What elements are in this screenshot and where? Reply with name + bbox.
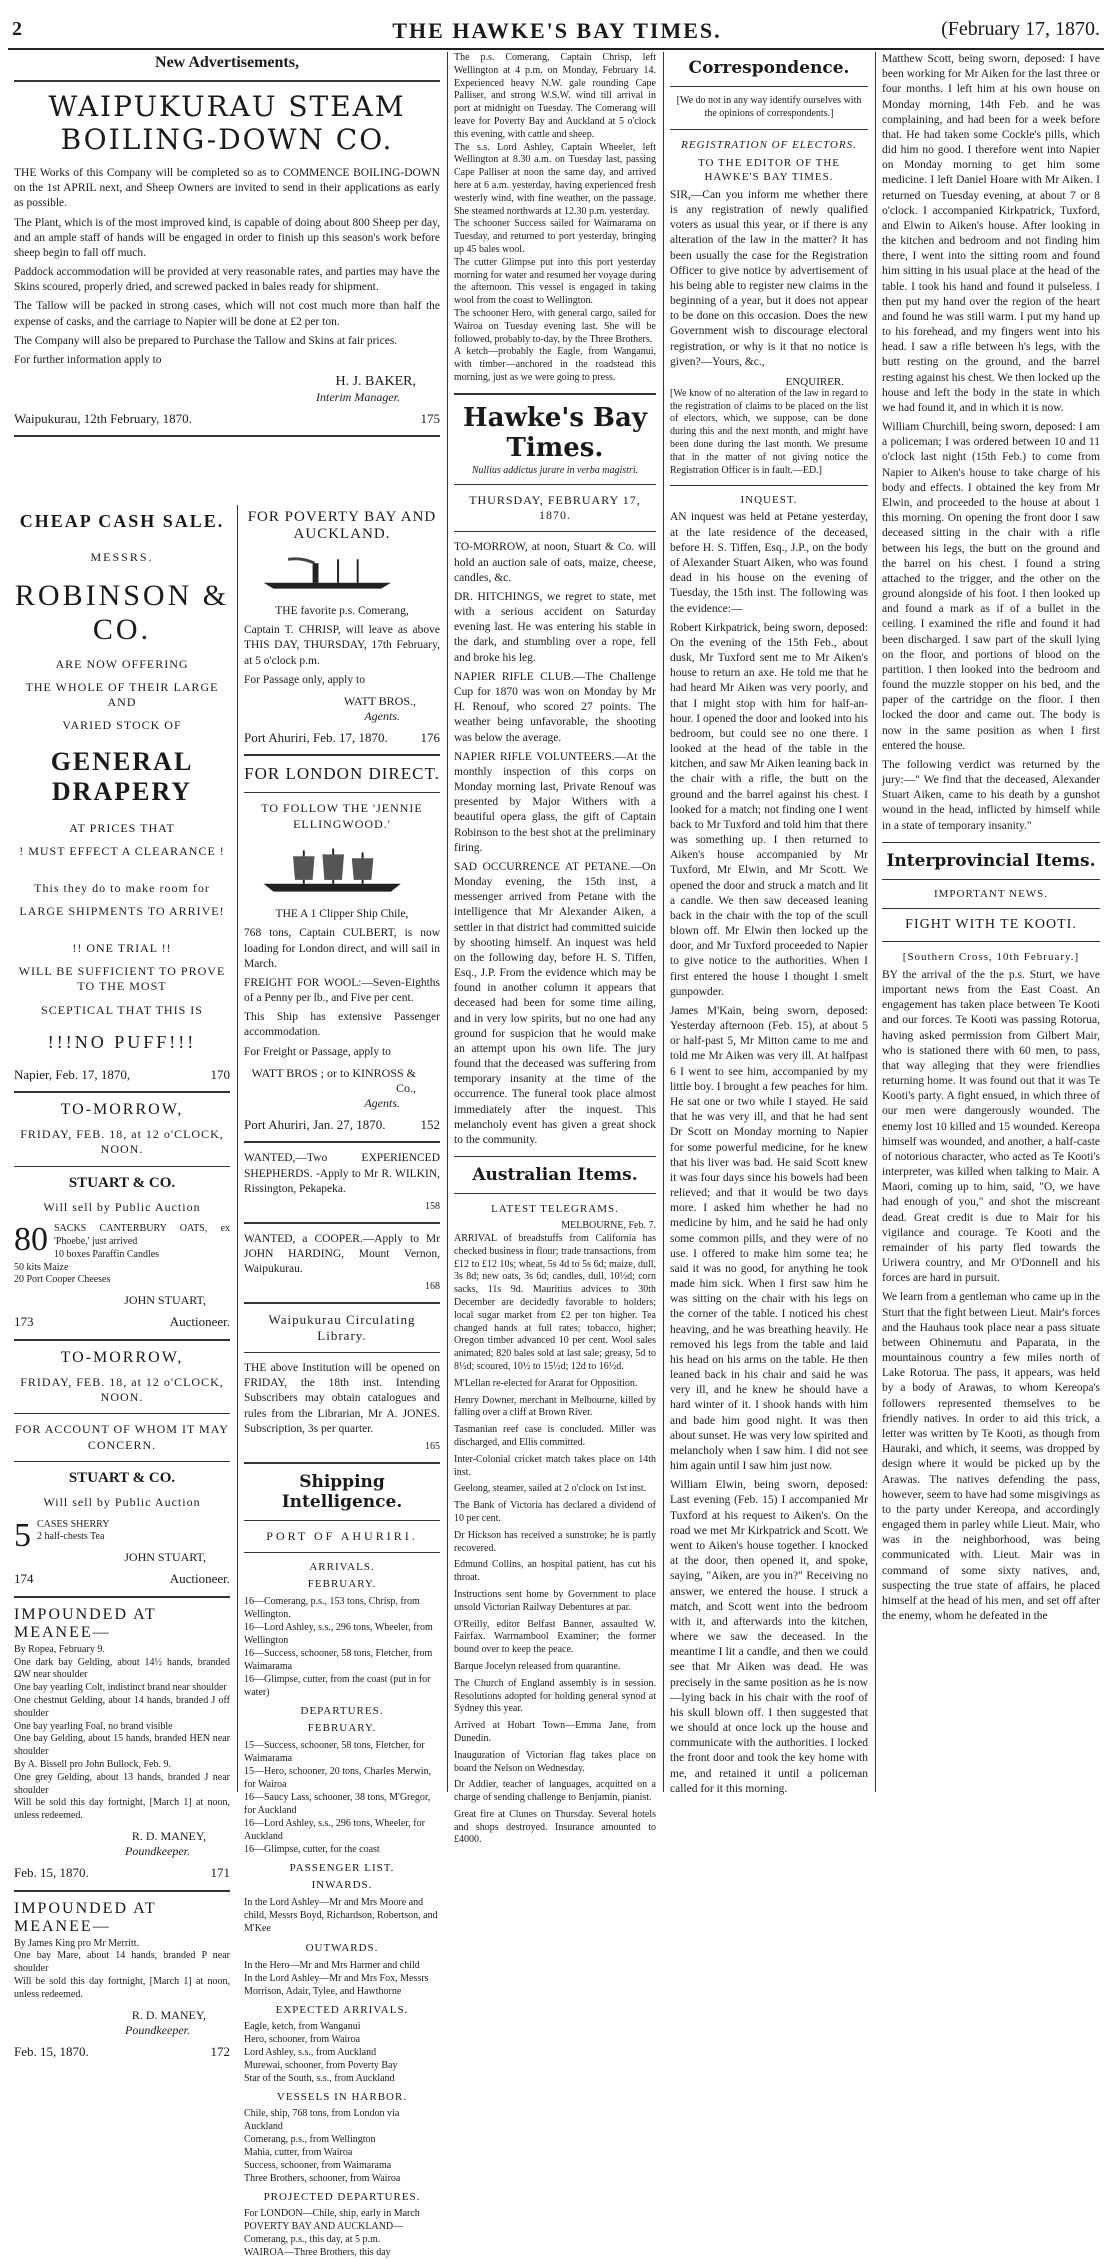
poundkeeper-role: Poundkeeper. — [125, 1843, 190, 1858]
varied-stock: VARIED STOCK OF — [62, 718, 182, 732]
robinson-co: ROBINSON & CO. — [14, 579, 230, 646]
poundkeeper-name: R. D. MANEY, — [131, 1828, 206, 1843]
poundkeeper-role: Poundkeeper. — [125, 2022, 190, 2037]
divider — [14, 1461, 230, 1462]
divider — [14, 1413, 230, 1414]
fight-para: BY the arrival of the the p.s. Sturt, we have important news from the East Coast. An engagement has taken place between Te Kooti and our forces. Te Kooti was passing Rotorua, having asked permission from Gilbert Mair, who is stationed there with 60 men, to pass, that way alleging that they were friendlies returning home. It was found out that it was Te Kooti's party. A fight ensued, in which three of our men were dangerously wounded. The enemy lost 10 killed and 15 wounded. Kereopa himself was wounded, and another, a half-caste of notorious character, who acted as Te Kooti's interpreter, was killed when talking to Mair. A Maori, coming up to him, said, "O, we have had enough of you," and shot the miscreant dead. Great credit is due to Mair for his vigilance and courage. Te Kooti and the remainder of his party fled towards the Uriwera country, and Mr O'Donnell and his forces are hard in pursuit. — [882, 968, 1100, 1285]
auction-foot — [14, 1571, 230, 1588]
divider — [454, 1156, 656, 1157]
passenger-list-heading: PASSENGER LIST. — [289, 1861, 395, 1874]
divider — [14, 80, 440, 82]
column-1a — [8, 505, 236, 2059]
boiling-p2: The Plant, which is of the most improved kind, is capable of doing about 800 Sheep per day, and an ample staff of hands will be engaged in order to finish up this season's work before sheep begin to fall off much. — [14, 216, 440, 259]
make-room: This they do to make room for — [34, 881, 210, 895]
auction-foot — [14, 1314, 230, 1331]
boiling-p3: Paddock accommodation will be provided at very reasonable rates, and parties may have the Skins scoured, properly dried, and screwed packed in bales ready for shipment. — [14, 266, 440, 294]
divider — [670, 129, 868, 130]
poverty-p3: For Passage only, apply to — [244, 673, 365, 686]
sceptical: SCEPTICAL THAT THIS IS — [41, 1002, 203, 1017]
fight-heading: FIGHT WITH TE KOOTI. — [905, 916, 1077, 932]
telegram-item: Instructions sent home by Government to place unsold Victorian Railway Debentures at par. — [454, 1588, 656, 1613]
divider — [244, 1520, 440, 1521]
boiling-date: Waipukurau, 12th February, 1870. — [14, 411, 192, 427]
telegram-item: Henry Downer, merchant in Melbourne, killed by falling over a cliff at Brown River. — [454, 1394, 656, 1419]
auctioneer-name: JOHN STUART, — [124, 1293, 206, 1308]
tomorrow-heading: TO-MORROW, — [60, 1101, 184, 1119]
divider — [14, 1166, 230, 1167]
telegram-item: Great fire at Clunes on Thursday. Several hotels and shops destroyed. Insurance amounted to £4000. — [454, 1808, 656, 1846]
local-item: NAPIER RIFLE CLUB.—The Challenge Cup for 1870 was won on Monday by Mr H. Renouf, who scored 27 points. The weather being unfavorable, the shooting was below the average. — [454, 670, 656, 744]
divider — [454, 393, 656, 395]
divider — [14, 1596, 230, 1598]
divider — [244, 1302, 440, 1304]
inquest-para: Matthew Scott, being sworn, deposed: I have been working for Mr Aiken for the last three or four months. I left him at his own house on Monday morning, 14th Feb. and he was complaining, and had been for a week before that. He had taken some Cockle's pills, which did him no good. I therefore went into Napier on Monday morning to get him some medicine. I left Daniel Hoare with Mr Aiken. I returned on Tuesday evening, at about 7 or 8 o'clock. I accompanied Kirkpatrick, Tuxford, and Elwin to Aiken's house. After looking in the kitchen and bedroom and not finding him there, I went into the sitting room and found him sitting in his usual place at the head of the table. I took his hand and found it pulseless. I then put my hand over the region of the heart and found he was still warm. I put my hand up to his forehead, and my fingers went into his head. I saw a rifle between h's legs, with the butt resting on the ground, and the barrel resting against his chest. We then locked up the house and left the body in the state in which we had found it, and in which it is now. — [882, 53, 1100, 414]
cheap-cash-sale-title: CHEAP CASH SALE. — [19, 511, 225, 531]
masthead-rule — [8, 48, 1104, 50]
shipping-news: The p.s. Comerang, Captain Chrisp, left Wellington at 4 p.m. on Monday, February 14. Experienced heavy N.W. gale rounding Cape Palliser, and strong W.S.W. wind till arrival in port at midnight on Tuesday. The Comerang will leave for Poverty Bay and Auckland at 5 o'clock this evening, with cattle and sheep. The s.s. Lord Ashley, Captain Wheeler, left Wellington at 8.30 a.m. on Tuesday last, passing Cape Palliser at noon the same day, and arrived here at 6 a.m. yesterday, having experienced fresh westerly wind, with fine weather, on the passage. She steamed northwards at 12.30 p.m. yesterday. The schooner Success sailed for Waimarama on Tuesday, and returned to port yesterday, bringing up 45 bales wool. The cutter Glimpse put into this port yesterday morning for water and resumed her voyage during the afternoon. This vessel is engaged in taking wool from the coast to Wellington. The schooner Hero, with general cargo, sailed for Wairoa on Tuesday evening last. She will be followed, probably to-day, by the Three Brothers. A ketch—probably the Eagle, from Wanganui, with timber—anchored in the roadstead this morning, just as we were going to press. — [454, 52, 656, 383]
stuart-co: STUART & CO. — [68, 1174, 176, 1191]
telegram-item: Inter-Colonial cricket match takes place on 14th inst. — [454, 1453, 656, 1478]
impounded-date: Feb. 15, 1870. — [14, 1864, 89, 1880]
telegram-item: O'Reilly, editor Belfast Banner, assaulted W. Fairfax. Warrnambool Examiner; the former bound over to keep the peace. — [454, 1618, 656, 1656]
local-item: SAD OCCURRENCE AT PETANE.—On Monday evening, the 15th inst, a messenger arrived from Petane with the intelligence that Mr Alexander Aiken, a settler in that district had committed suicide by shooting himself. An inquest was held on the following day, before H. S. Tiffen, Esq., J.P. From the evidence which may be found in another column it appears that deceased had been for some time ailing, and in very low spirits, but no one had any ground for suspicion that he would make an attempt upon his own life. The jury found that the deceased was suffering from temporary insanity at the time of the occurrence. The funeral took place almost immediately after the inquest. This melancholy event has given a great shock to the community. — [454, 860, 656, 1146]
divider — [244, 754, 440, 756]
local-item: DR. HITCHINGS, we regret to state, met with a serious accident on Saturday evening last. He was entering his stable in the dark, and stumbling over a rope, fell and broke his leg. — [454, 590, 656, 664]
boiling-date-line — [14, 411, 440, 427]
impounded-foot — [14, 1865, 230, 1882]
boiling-signature: H. J. BAKER, — [335, 374, 416, 390]
ad-number: 165 — [425, 1440, 440, 1452]
agent-role: Agents. — [364, 708, 400, 723]
important-news: IMPORTANT NEWS. — [933, 887, 1049, 900]
ad-number: 173 — [14, 1314, 34, 1330]
telegram-dateline: MELBOURNE, Feb. 7. — [561, 1220, 656, 1232]
arrivals-list: 16—Comerang, p.s., 153 tons, Chrisp, from Wellington. 16—Lord Ashley, s.s., 296 tons, Wheeler, from Wellington 16—Success, schooner, 58 tons, Fletcher, from Waimarama 16—Glimpse, cutter, from the coast (put in for water) — [244, 1595, 433, 1698]
telegram-item: Dr Hickson has received a sunstroke; he is partly recovered. — [454, 1529, 656, 1554]
boiling-p6: For further information apply to — [14, 353, 162, 366]
steamer-ship-icon — [244, 553, 440, 593]
divider — [14, 1091, 230, 1093]
london-heading: FOR LONDON DIRECT. — [244, 764, 440, 784]
news-source: [Southern Cross, 10th February.] — [902, 950, 1080, 963]
shipping-intelligence-heading: Shipping Intelligence. — [281, 1471, 403, 1512]
cheap-date-line — [14, 1067, 230, 1083]
masthead-date: (February 17, 1870. — [941, 18, 1100, 40]
outwards-heading: OUTWARDS. — [305, 1941, 379, 1954]
editorial-disclaimer: [We do not in any way identify ourselves with the opinions of correspondents.] — [676, 95, 862, 119]
divider — [670, 86, 868, 87]
auction-lot — [14, 1516, 230, 1554]
telegram-item: Geelong, steamer, sailed at 2 o'clock on 1st inst. — [454, 1483, 647, 1495]
inquest-verdict: The following verdict was returned by the jury:—" We find that the deceased, Alexander Stuart Aiken, came to his death by a gunshot wound in the head, inflicted by himself while in a state of temporary insanity." — [882, 758, 1100, 832]
divider — [14, 1339, 230, 1341]
auction-items: SACKS CANTERBURY OATS, ex 'Phoebe,' just arrived 10 boxes Paraffin Candles 50 kits Maize 20 Port Cooper Cheeses — [14, 1223, 230, 1286]
impounded-heading: IMPOUNDED AT MEANEE— — [14, 1605, 157, 1641]
for-account: FOR ACCOUNT OF WHOM IT MAY CONCERN. — [15, 1422, 229, 1452]
inwards-heading: INWARDS. — [311, 1878, 373, 1891]
telegram-item: Edmund Collins, an hospital patient, has cut his throat. — [454, 1559, 656, 1584]
divider — [244, 1222, 440, 1224]
divider — [244, 1141, 440, 1143]
at-prices: AT PRICES THAT — [69, 821, 175, 835]
inquest-para: AN inquest was held at Petane yesterday, at the late residence of the deceased, before H. S. Tiffen, Esq., J.P., on the body of Alexander Stuart Aiken, who was found dead in his house on the evening of Tuesday, the 15th inst. The following was the evidence:— — [670, 511, 868, 615]
library-heading: Waipukurau Circulating Library. — [268, 1312, 416, 1343]
telegram-item: Dr Addier, teacher of languages, acquitted on a charge of sending challenge to Benjamin, pianist. — [454, 1779, 656, 1804]
column-4 — [876, 52, 1106, 1792]
telegram-item: ARRIVAL of breadstuffs from California has checked business in flour; trade transactions, from £12 to £12 10s; wheat, 5s 4d to 5s 6d; maize, dull, 3s 8d; new oats, 3s 6d; candles, dull, 10½d; corn sacks, 11s 9d. Mauritius advices to 30th December are decidedly favorable to holders; local sugar market from £2 per ton higher. Tea changed hands at full rates; tobacco, higher; Oregon timber advanced 10 per cent. Wool sales animated; 820 bales sold at last sale; greasy, 5d to 8½d; scoured, 10½ to 15½d; 12d to 16½d. — [454, 1233, 656, 1372]
boiling-p1: THE Works of this Company will be completed so as to COMMENCE BOILING-DOWN on the 1st APRIL next, and Sheep Owners are invited to send in their applications as early as possible. — [14, 167, 440, 210]
boiling-down-ad — [8, 52, 446, 504]
registration-heading: REGISTRATION OF ELECTORS. — [681, 138, 857, 151]
poverty-bay-heading: FOR POVERTY BAY AND AUCKLAND. — [247, 509, 437, 542]
library-text: THE above Institution will be opened on FRIDAY, the 18th inst. Intending Subscribers may obtain catalogues and rules from the Librarian, Mr A. JONES. Subscription, 3s per quarter. — [244, 1362, 440, 1435]
masthead-title: THE HAWKE'S BAY TIMES. — [392, 18, 722, 43]
boiling-down-title: WAIPUKURAU STEAM BOILING-DOWN CO. — [48, 90, 406, 156]
inquest-para: William Churchill, being sworn, deposed: I am a policeman; I was ordered between 10 and 11 o'clock last night (15th Feb.) to come from Napier to Aiken's house to take charge of his body and effects. I obtained the key from Mr Elwin, and proceeded to the house at about 1 this morning. On opening the front door I saw deceased sitting in the chair with a rifle between his legs, the butt on the ground and the barrel on his chest. I found a string attached to the trigger, and the other on the ground alongside of his foot. I then looked up and found a mark as if of a bullet in the ceiling. I examined the rifle and found it had been discharged. I saw part of the skull lying on the floor, and portions of blood on the partition. I then looked into the bedroom and found the muzzle stopper on his bed, and the paper of the cartridge on the floor. I then locked the door and came out. The body is now in the same position as when I first entered the house. — [882, 421, 1100, 752]
month-label: FEBRUARY. — [307, 1721, 377, 1734]
ad-number: 152 — [420, 1116, 440, 1132]
lot-count: 80 — [14, 1221, 48, 1259]
poverty-p2: Captain T. CHRISP, will leave as above THIS DAY, THURSDAY, 17th February, at 5 o'clock p.m. — [244, 624, 440, 667]
ad-number: 175 — [420, 411, 440, 427]
correspondence-heading: Correspondence. — [688, 58, 850, 78]
outwards-list: In the Hero—Mr and Mrs Harmer and child In the Lord Ashley—Mr and Mrs Fox, Messrs Morrison, Adair, Tylee, and Hawthorne — [244, 1959, 429, 1997]
inquest-heading: INQUEST. — [740, 494, 798, 507]
london-p3: FREIGHT FOR WOOL:—Seven-Eighths of a Penny per lb., and Five per cent. — [244, 976, 440, 1005]
impounded-body: By Ropea, February 9. One dark bay Gelding, about 14½ hands, branded ΩW near shoulder One bay yearling Colt, indistinct brand near shoulder One chestnut Gelding, about 14 hands, branded J off shoulder One bay yearling Foal, no brand visible One bay Gelding, about 15 hands, branded HEN near shoulder By A. Bissell pro John Bullock, Feb. 9. One grey Gelding, about 13 hands, branded J near shoulder Will be sold this day fortnight, [March 1] at noon, unless redeemed. — [14, 1643, 230, 1822]
divider — [454, 531, 656, 532]
inwards-list: In the Lord Ashley—Mr and Mrs Moore and child, Messrs Boyd, Richardson, Robertson, and M'Kee — [244, 1896, 438, 1934]
large-shipments: LARGE SHIPMENTS TO ARRIVE! — [19, 904, 225, 918]
paper-title: Hawke's Bay Times. — [463, 402, 647, 463]
page-number: 2 — [12, 18, 22, 40]
auctioneer-role: Auctioneer. — [169, 1314, 230, 1330]
london-p4: This Ship has extensive Passenger accommodation. — [244, 1011, 440, 1039]
expected-heading: EXPECTED ARRIVALS. — [275, 2003, 409, 2016]
poverty-p1: THE favorite p.s. Comerang, — [275, 605, 409, 617]
ad-number: 171 — [210, 1864, 230, 1880]
boiling-signature-role: Interim Manager. — [316, 390, 400, 405]
public-auction: Will sell by Public Auction — [43, 1495, 201, 1510]
agent-name: WATT BROS ; or to KINROSS & Co., — [251, 1065, 416, 1095]
divider — [14, 1890, 230, 1892]
poverty-date: Port Ahuriri, Feb. 17, 1870. — [244, 729, 388, 745]
telegram-item: Tasmanian reef case is concluded. Miller was discharged, and Ellis committed. — [454, 1424, 656, 1448]
in-harbor-list: Chile, ship, 768 tons, from London via Auckland Comerang, p.s., from Wellington Mahia, cutter, from Wairoa Success, schooner, from Waimarama Three Brothers, schooner, from Wairoa — [244, 2107, 401, 2184]
boiling-p4: The Tallow will be packed in strong cases, which will not cost much more than half the expense of casks, and the carriage to Napier will be done at £2 per ton. — [14, 300, 440, 328]
in-harbor-heading: VESSELS IN HARBOR. — [276, 2090, 408, 2103]
poundkeeper-name: R. D. MANEY, — [131, 2007, 206, 2022]
ad-number: 170 — [210, 1067, 230, 1083]
ad-number: 158 — [425, 1200, 440, 1212]
wanted-shepherds: WANTED,—Two EXPERIENCED SHEPHERDS. -Apply to Mr R. WILKIN, Rissington, Pekapeka. — [244, 1152, 440, 1195]
london-date: Port Ahuriri, Jan. 27, 1870. — [244, 1116, 386, 1132]
australian-items-heading: Australian Items. — [472, 1165, 638, 1186]
auction-when: FRIDAY, FEB. 18, at 12 o'CLOCK, NOON. — [20, 1374, 224, 1405]
telegram-item: Barque Jocelyn released from quarantine. — [454, 1660, 621, 1672]
projected-list: For LONDON—Chile, ship, early in March POVERTY BAY AND AUCKLAND—Comerang, p.s., this day, at 5 p.m. WAIROA—Three Brothers, this day — [244, 2207, 420, 2258]
arrivals-heading: ARRIVALS. — [309, 1560, 375, 1573]
inquest-para: William Elwin, being sworn, deposed: Last evening (Feb. 15) I accompanied Mr Tuxford at his request to Aiken's. On the road we met Mr Kirkpatrick and Scott. We went to Aiken's house together. I knocked at the door, then opened it, and spoke, saying, "Aiken, are you in?" Receiving no answer, we entered the house. I struck a match, and Scott went into the bedroom with it, and afterwards into the kitchen, where we saw the deceased. In the meantime I lit a candle, and then we could see that Mr Aiken was dead. He was precisely in the same position as he is now—lying back in his chair with the roof of his skull blown off. I then suggested that we should at once lock up the house and communicate with the authorities. I locked the front door and took the key home with me, and retained it until a policeman called for it this morning. — [670, 1479, 868, 1795]
london-p5: For Freight or Passage, apply to — [244, 1045, 391, 1058]
boiling-p5: The Company will also be prepared to Purchase the Tallow and Skins at fair prices. — [14, 334, 398, 347]
inquest-para: James M'Kain, being sworn, deposed: Yesterday afternoon (Feb. 15), at about 5 or half-past 5, Mr Mitton came to me and told me Mr Aiken was very ill. At halfpast 6 I went to see him, accompanied by my little boy. I brought a few peaches for him. He sat one or two while I stayed. He said that he was very ill, and that he had sent Dr Scott on Monday morning to Napier for some powerful medicine, for he knew that his liver was bad. He said Scott knew it was four days since his bowels had been relieved; and that it would be two days more. I asked him whether he had no medicine by him, and he said he had only some common pills, and they were of no use. I offered to make him some tea; he said it was no good, for anything he took made him sick. When I first saw him he was sitting on the chair with his legs on the corner of the table. I noticed his chest heaving, and he was breathing heavily. He removed his legs from the table and laid his head on his arms on the table. He then leaned back in his chair and said he was very ill, and he knew he should have a hard winter of it. I shook hands with him and bade him good night. It was then about sunset. He was very low spirited and melancholy when I saw him. I did not see him again until I saw him just now. — [670, 1004, 868, 1473]
london-p2: 768 tons, Captain CULBERT, is now loading for London direct, and will sail in March. — [244, 927, 440, 970]
new-advertisements-heading: New Advertisements, — [155, 54, 299, 71]
impounded-heading: IMPOUNDED AT MEANEE— — [14, 1899, 157, 1935]
stuart-co: STUART & CO. — [68, 1470, 176, 1487]
auction-when: FRIDAY, FEB. 18, at 12 o'CLOCK, NOON. — [20, 1127, 224, 1157]
general-drapery: GENERAL DRAPERY — [50, 747, 194, 806]
telegram-item: M'Lellan re-elected for Ararat for Opposition. — [454, 1377, 638, 1389]
auction-items: CASES SHERRY 2 half-chests Tea — [37, 1518, 110, 1543]
tomorrow-heading: TO-MORROW, — [60, 1348, 184, 1366]
divider — [454, 1193, 656, 1194]
divider — [244, 1552, 440, 1553]
divider — [882, 908, 1100, 909]
no-puff: !!!NO PUFF!!! — [47, 1032, 197, 1053]
poverty-foot — [244, 730, 440, 747]
letter-signature: ENQUIRER. — [785, 375, 844, 388]
departures-list: 15—Success, schooner, 58 tons, Fletcher, for Waimarama 15—Hero, schooner, 20 tons, Charles Merwin, for Wairoa 16—Saucy Lass, schooner, 38 tons, M'Gregor, for Auckland 16—Lord Ashley, s.s., 296 tons, Wheeler, for Auckland 16—Glimpse, cutter, for the coast — [244, 1739, 432, 1855]
divider — [244, 1352, 440, 1353]
divider — [882, 842, 1100, 843]
clipper-ship-icon — [244, 846, 440, 896]
divider — [14, 435, 440, 437]
impounded-body: By James King pro Mr Merritt. One bay Mare, about 14 hands, branded P near shoulder Will be sold this day fortnight, [March 1] at noon, unless redeemed. — [14, 1937, 230, 2000]
interprovincial-heading: Interprovincial Items. — [886, 850, 1096, 871]
column-3 — [664, 52, 874, 1795]
ad-number: 172 — [210, 2043, 230, 2059]
follow-note: TO FOLLOW THE 'JENNIE ELLINGWOOD.' — [261, 801, 423, 831]
wanted-cooper: WANTED, a COOPER.—Apply to Mr JOHN HARDING, Mount Vernon, Waipukurau. — [244, 1232, 440, 1276]
ad-number: 174 — [14, 1571, 34, 1587]
inquest-para: Robert Kirkpatrick, being sworn, deposed: On the evening of the 15th Feb., about dusk, Mr Tuxford sent me to Mr Aiken's house to return an axe. He told me that he had heard Mr Aiken was very poorly, and that I might stop with him for half-an-hour. I opened the door and looked into his bedroom, but could see no one there. I looked at the head of the table in the kitchen, and saw Mr Aiken leaning back in the chair with a rifle, the butt on the ground and the barrel against his chest. I looked for a match; not finding one I went back to Mr Tuxford and told him that there was something up. I then returned to Aiken's house accompanied by Mr Tuxford, Mr Elwin, and Mr Scott. We opened the door and struck a match and lit a candle. We then saw deceased leaning back in the chair with the top of the scull blown off. Mr Elwin then locked up the door, and Mr Tuxford proceeded to Napier to give notice to the authorities. When I first entered the house I thought I smelt gunpowder. — [670, 621, 868, 998]
messrs: MESSRS. — [90, 550, 154, 564]
now-offering: ARE NOW OFFERING — [55, 657, 189, 671]
issue-date: THURSDAY, FEBRUARY 17, 1870. — [469, 492, 641, 523]
masthead — [0, 18, 1114, 48]
divider — [882, 941, 1100, 942]
divider — [454, 484, 656, 485]
latest-telegrams: LATEST TELEGRAMS. — [491, 1203, 619, 1216]
ad-number: 168 — [425, 1281, 440, 1293]
projected-heading: PROJECTED DEPARTURES. — [263, 2190, 421, 2203]
divider — [882, 879, 1100, 880]
expected-list: Eagle, ketch, from Wanganui Hero, schooner, from Wairoa Lord Ashley, s.s., from Auckland Murewai, schooner, from Poverty Bay Star of the South, s.s., from Auckland — [244, 2020, 398, 2084]
to-editor: TO THE EDITOR OF THE HAWKE'S BAY TIMES. — [697, 156, 841, 183]
impounded-date: Feb. 15, 1870. — [14, 2043, 89, 2059]
divider — [244, 792, 440, 793]
will-prove: WILL BE SUFFICIENT TO PROVE TO THE MOST — [18, 964, 226, 994]
whole-of-stock: THE WHOLE OF THEIR LARGE AND — [25, 680, 219, 709]
divider — [244, 1462, 440, 1464]
impounded-foot — [14, 2044, 230, 2061]
auctioneer-name: JOHN STUART, — [124, 1550, 206, 1565]
paper-motto: Nullius addictus jurare in verba magistri. — [471, 464, 639, 476]
letter-body: SIR,—Can you inform me whether there is any registration of newly qualified voters as usual this year, or if there is any alteration of the law in the matter? It has been usually the case for the Registration Officer to give notice by advertisement of his being able to register new claims in the beginning of a year, but it does not appear to be done on this occasion. Does the new Government wish to discourage electoral registration, or why is it that no notice is given?—Yours, &c., — [670, 188, 868, 368]
local-item: NAPIER RIFLE VOLUNTEERS.—At the monthly inspection of this corps on Monday morning last, Private Renouf was presented by Major Withers with a beautiful opera glass, the gift of Captain Robinson to the best shot at the preliminary firing. — [454, 750, 656, 854]
fight-para: We learn from a gentleman who came up in the Sturt that the fight between Lieut. Mair's forces and the Hauhaus took place near a pass situate between Ohinemutu and Paparata, in the mountainous country a few miles north of Lake Rotorua. The pass, it appears, was held by a body of Arawas, to whom Kereopa's followers represented themselves to be friendly natives. In order to aid this trick, a letter was written by Te Kooti, as though from Hauraki, and which, it seems, was dropped by design where it would be picked up by the Arawas. The natives defending the pass, however, seem to have had some misgivings as to the party under Kereopa, and accordingly engaged them in parley while Lieut. Mair, who was in the neighborhood, was being communicated with. Lieut. Mair was in command of some sixty natives, and, suspecting the true state of affairs, he placed himself at the head of his men, and set off after the enemy, whom he defeated in the — [882, 1291, 1100, 1623]
local-item: TO-MORROW, at noon, Stuart & Co. will hold an auction sale of oats, maize, cheese, candles, &c. — [454, 541, 656, 584]
auction-lot — [14, 1223, 230, 1287]
telegram-item: Inauguration of Victorian flag takes place on board the Nelson on Wednesday. — [454, 1749, 656, 1774]
must-clear: ! MUST EFFECT A CLEARANCE ! — [19, 844, 225, 858]
column-2 — [448, 52, 662, 1846]
london-p1: THE A 1 Clipper Ship Chile, — [275, 908, 409, 921]
auctioneer-role: Auctioneer. — [169, 1571, 230, 1587]
london-foot — [244, 1117, 440, 1134]
telegram-item: Arrived at Hobart Town—Emma Jane, from Dunedin. — [454, 1720, 656, 1744]
telegram-item: The Bank of Victoria has declared a dividend of 10 per cent. — [454, 1500, 656, 1524]
agent-name: WATT BROS., — [343, 693, 416, 708]
public-auction: Will sell by Public Auction — [43, 1199, 201, 1214]
editor-note: [We know of no alteration of the law in regard to the registration of claims to be placed on the list of electors, which, we suppose, can be done during this and the next month, and might have been done during the last month. We presume that in the matter of not giving notice the Registration Officer is in fault.—ED.] — [670, 387, 868, 476]
one-trial: !! ONE TRIAL !! — [72, 941, 172, 955]
departures-heading: DEPARTURES. — [300, 1704, 384, 1717]
month-label: FEBRUARY. — [307, 1577, 377, 1590]
lot-count: 5 — [14, 1516, 31, 1554]
telegram-item: The Church of England assembly is in session. Resolutions adopted for holding general synod at Sydney this year. — [454, 1677, 656, 1715]
divider — [670, 485, 868, 486]
ad-number: 176 — [420, 729, 440, 745]
port-of-ahuriri: PORT OF AHURIRI. — [266, 1528, 418, 1543]
column-1b — [238, 505, 446, 2258]
cheap-date: Napier, Feb. 17, 1870, — [14, 1067, 131, 1083]
agent-role: Agents. — [364, 1095, 400, 1110]
